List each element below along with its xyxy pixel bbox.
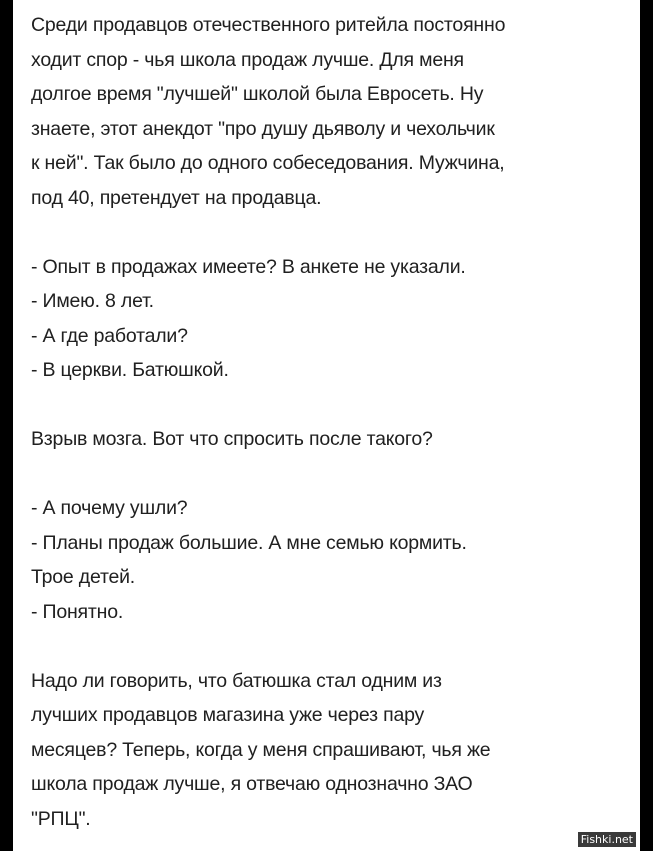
text-line: долгое время "лучшей" школой была Евросеть. Ну (31, 83, 484, 105)
watermark: Fishki.net (578, 832, 636, 847)
text-line: Среди продавцов отечественного ритейла постоянно (31, 14, 506, 36)
post-text (31, 8, 631, 836)
reaction-paragraph (31, 422, 631, 457)
text-line: под 40, претендует на продавца. (31, 186, 322, 209)
text-line: месяцев? Теперь, когда у меня спрашивают, чья же (31, 738, 491, 761)
dialog-line: - Планы продаж большие. А мне семью кормить. (31, 531, 467, 554)
dialog-line: Трое детей. (31, 566, 136, 588)
conclusion-paragraph (31, 664, 631, 837)
paragraph-spacer (31, 388, 631, 423)
dialog-paragraph (31, 491, 631, 629)
text-line: знаете, этот анекдот "про душу дьяволу и чехольчик (31, 117, 495, 140)
dialog-line: - Имею. 8 лет. (31, 290, 154, 312)
dialog-line: - Опыт в продажах имеете? В анкете не указали. (31, 255, 466, 278)
dialog-paragraph (31, 250, 631, 388)
text-line: "РПЦ". (31, 807, 91, 830)
text-line: ходит спор - чья школа продаж лучше. Для меня (31, 48, 464, 71)
text-line: Взрыв мозга. Вот что спросить после такого? (31, 428, 433, 450)
intro-paragraph (31, 8, 631, 215)
post-card (13, 0, 640, 851)
paragraph-spacer (31, 629, 631, 664)
text-line: к ней". Так было до одного собеседования. Мужчина, (31, 152, 505, 174)
dialog-line: - А где работали? (31, 324, 188, 347)
dialog-line: - В церкви. Батюшкой. (31, 359, 229, 381)
text-line: лучших продавцов магазина уже через пару (31, 704, 425, 726)
paragraph-spacer (31, 457, 631, 492)
paragraph-spacer (31, 215, 631, 250)
dialog-line: - Понятно. (31, 600, 124, 623)
dialog-line: - А почему ушли? (31, 497, 188, 519)
text-line: школа продаж лучше, я отвечаю однозначно ЗАО (31, 773, 473, 795)
text-line: Надо ли говорить, что батюшка стал одним из (31, 669, 442, 692)
